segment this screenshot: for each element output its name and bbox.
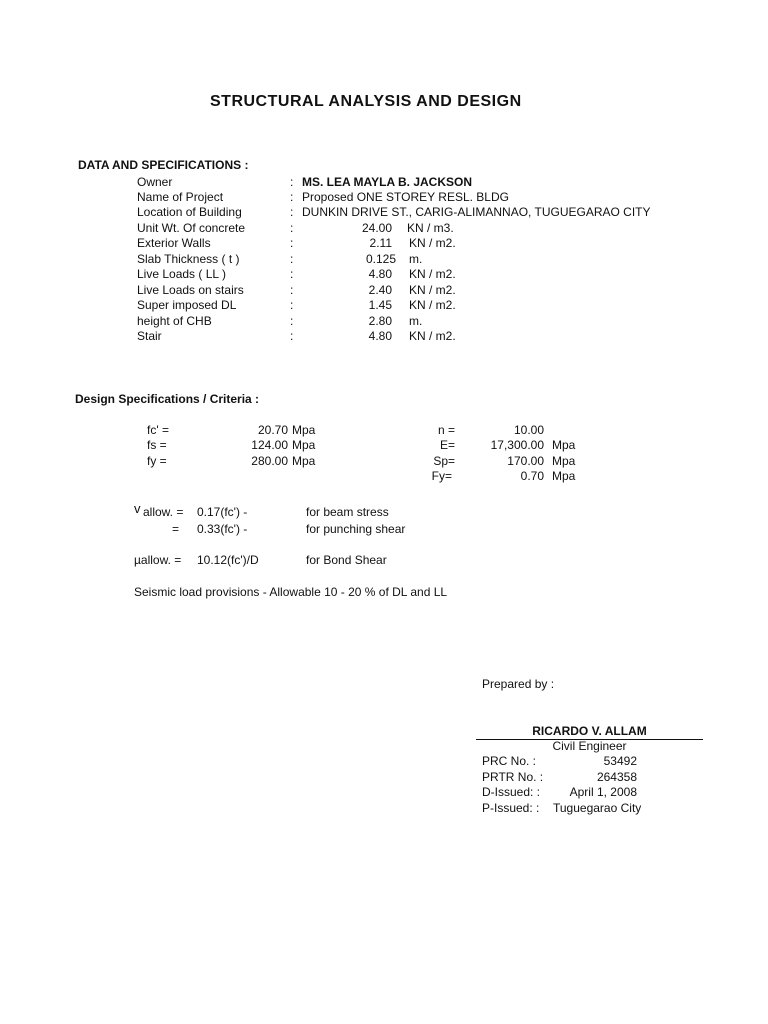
spec-row-unit: KN / m2.: [409, 298, 456, 312]
spec-row-value: 2.11: [369, 236, 392, 250]
location-label: Location of Building: [137, 205, 242, 219]
data-spec-heading: DATA AND SPECIFICATIONS :: [78, 158, 249, 172]
location-colon: :: [290, 205, 294, 219]
engineer-title: Civil Engineer: [552, 739, 627, 753]
project-label: Name of Project: [137, 190, 224, 204]
bond-shear-formula: 10.12(fc')/D: [197, 553, 259, 567]
spec-row-label: Live Loads on stairs: [137, 283, 244, 297]
spec-row-colon: :: [290, 314, 294, 328]
beam-stress-formula: 0.17(fc') -: [197, 505, 248, 519]
criteria-left-value: 20.70: [257, 423, 288, 437]
punching-shear-desc: for punching shear: [306, 522, 406, 536]
d-issued-label: D-Issued: :: [482, 785, 541, 799]
spec-row-unit: KN / m3.: [407, 221, 454, 235]
v-symbol: v: [134, 501, 141, 516]
v-allow-label: allow. =: [143, 505, 184, 519]
criteria-right-label: E=: [439, 438, 455, 452]
prc-label: PRC No. :: [482, 754, 537, 768]
spec-row-unit: KN / m2.: [409, 236, 456, 250]
criteria-heading: Design Specifications / Criteria :: [75, 392, 260, 406]
spec-row-unit: KN / m2.: [409, 283, 456, 297]
criteria-left-value: 124.00: [251, 438, 288, 452]
spec-row-colon: :: [290, 298, 294, 312]
spec-row-label: Stair: [137, 329, 162, 343]
spec-row-colon: :: [290, 267, 294, 281]
spec-row-value: 4.80: [368, 329, 392, 343]
punching-shear-formula: 0.33(fc') -: [197, 522, 248, 536]
criteria-left-unit: Mpa: [292, 438, 316, 452]
spec-row-colon: :: [290, 252, 294, 266]
criteria-right-label: n =: [437, 423, 455, 437]
criteria-left-value: 280.00: [251, 454, 288, 468]
beam-stress-desc: for beam stress: [306, 505, 389, 519]
spec-row-unit: m.: [409, 314, 423, 328]
owner-value: MS. LEA MAYLA B. JACKSON: [302, 175, 473, 189]
prtr-value: 264358: [596, 770, 637, 784]
criteria-left-label: fc' =: [147, 423, 169, 437]
owner-label: Owner: [137, 175, 173, 189]
bond-shear-desc: for Bond Shear: [306, 553, 387, 567]
project-colon: :: [290, 190, 294, 204]
p-issued-value: Tuguegarao City: [553, 801, 642, 815]
criteria-left-label: fy =: [147, 454, 167, 468]
spec-row-value: 0.125: [365, 252, 396, 266]
spec-row-label: Exterior Walls: [137, 236, 211, 250]
spec-row-unit: KN / m2.: [409, 267, 456, 281]
criteria-right-label: Fy=: [431, 469, 452, 483]
d-issued-value: April 1, 2008: [569, 785, 637, 799]
criteria-right-unit: Mpa: [552, 454, 576, 468]
spec-row-colon: :: [290, 283, 294, 297]
criteria-right-value: 0.70: [520, 469, 544, 483]
spec-row-colon: :: [290, 221, 294, 235]
spec-row-label: Super imposed DL: [137, 298, 237, 312]
seismic-note: Seismic load provisions - Allowable 10 - 20 % of DL and LL: [134, 585, 448, 599]
spec-row-value: 24.00: [361, 221, 392, 235]
page-title: STRUCTURAL ANALYSIS AND DESIGN: [210, 93, 522, 110]
criteria-left-unit: Mpa: [292, 454, 316, 468]
spec-row-value: 1.45: [368, 298, 392, 312]
spec-row-value: 2.40: [368, 283, 392, 297]
spec-row-value: 2.80: [368, 314, 392, 328]
criteria-left-unit: Mpa: [292, 423, 316, 437]
spec-row-unit: KN / m2.: [409, 329, 456, 343]
spec-row-label: Live Loads ( LL ): [137, 267, 226, 281]
criteria-right-unit: Mpa: [552, 469, 576, 483]
owner-colon: :: [290, 175, 294, 189]
location-value: DUNKIN DRIVE ST., CARIG-ALIMANNAO, TUGUEGARAO CITY: [302, 205, 651, 219]
spec-row-value: 4.80: [368, 267, 392, 281]
spec-row-colon: :: [290, 329, 294, 343]
spec-row-label: height of CHB: [137, 314, 212, 328]
spec-row-label: Slab Thickness ( t ): [137, 252, 240, 266]
criteria-right-value: 170.00: [507, 454, 544, 468]
u-allow-label: µallow. =: [134, 553, 182, 567]
prtr-label: PRTR No. :: [482, 770, 544, 784]
spec-row-colon: :: [290, 236, 294, 250]
criteria-right-unit: Mpa: [552, 438, 576, 452]
spec-row-label: Unit Wt. Of concrete: [137, 221, 246, 235]
engineer-name: RICARDO V. ALLAM: [532, 724, 647, 738]
criteria-right-value: 17,300.00: [490, 438, 544, 452]
p-issued-label: P-Issued: :: [482, 801, 540, 815]
punching-eq: =: [172, 522, 180, 536]
prepared-by-label: Prepared by :: [482, 677, 555, 691]
criteria-left-label: fs =: [147, 438, 167, 452]
criteria-right-value: 10.00: [513, 423, 544, 437]
spec-row-unit: m.: [409, 252, 423, 266]
project-value: Proposed ONE STOREY RESL. BLDG: [302, 190, 509, 204]
prc-value: 53492: [603, 754, 637, 768]
criteria-right-label: Sp=: [433, 454, 455, 468]
